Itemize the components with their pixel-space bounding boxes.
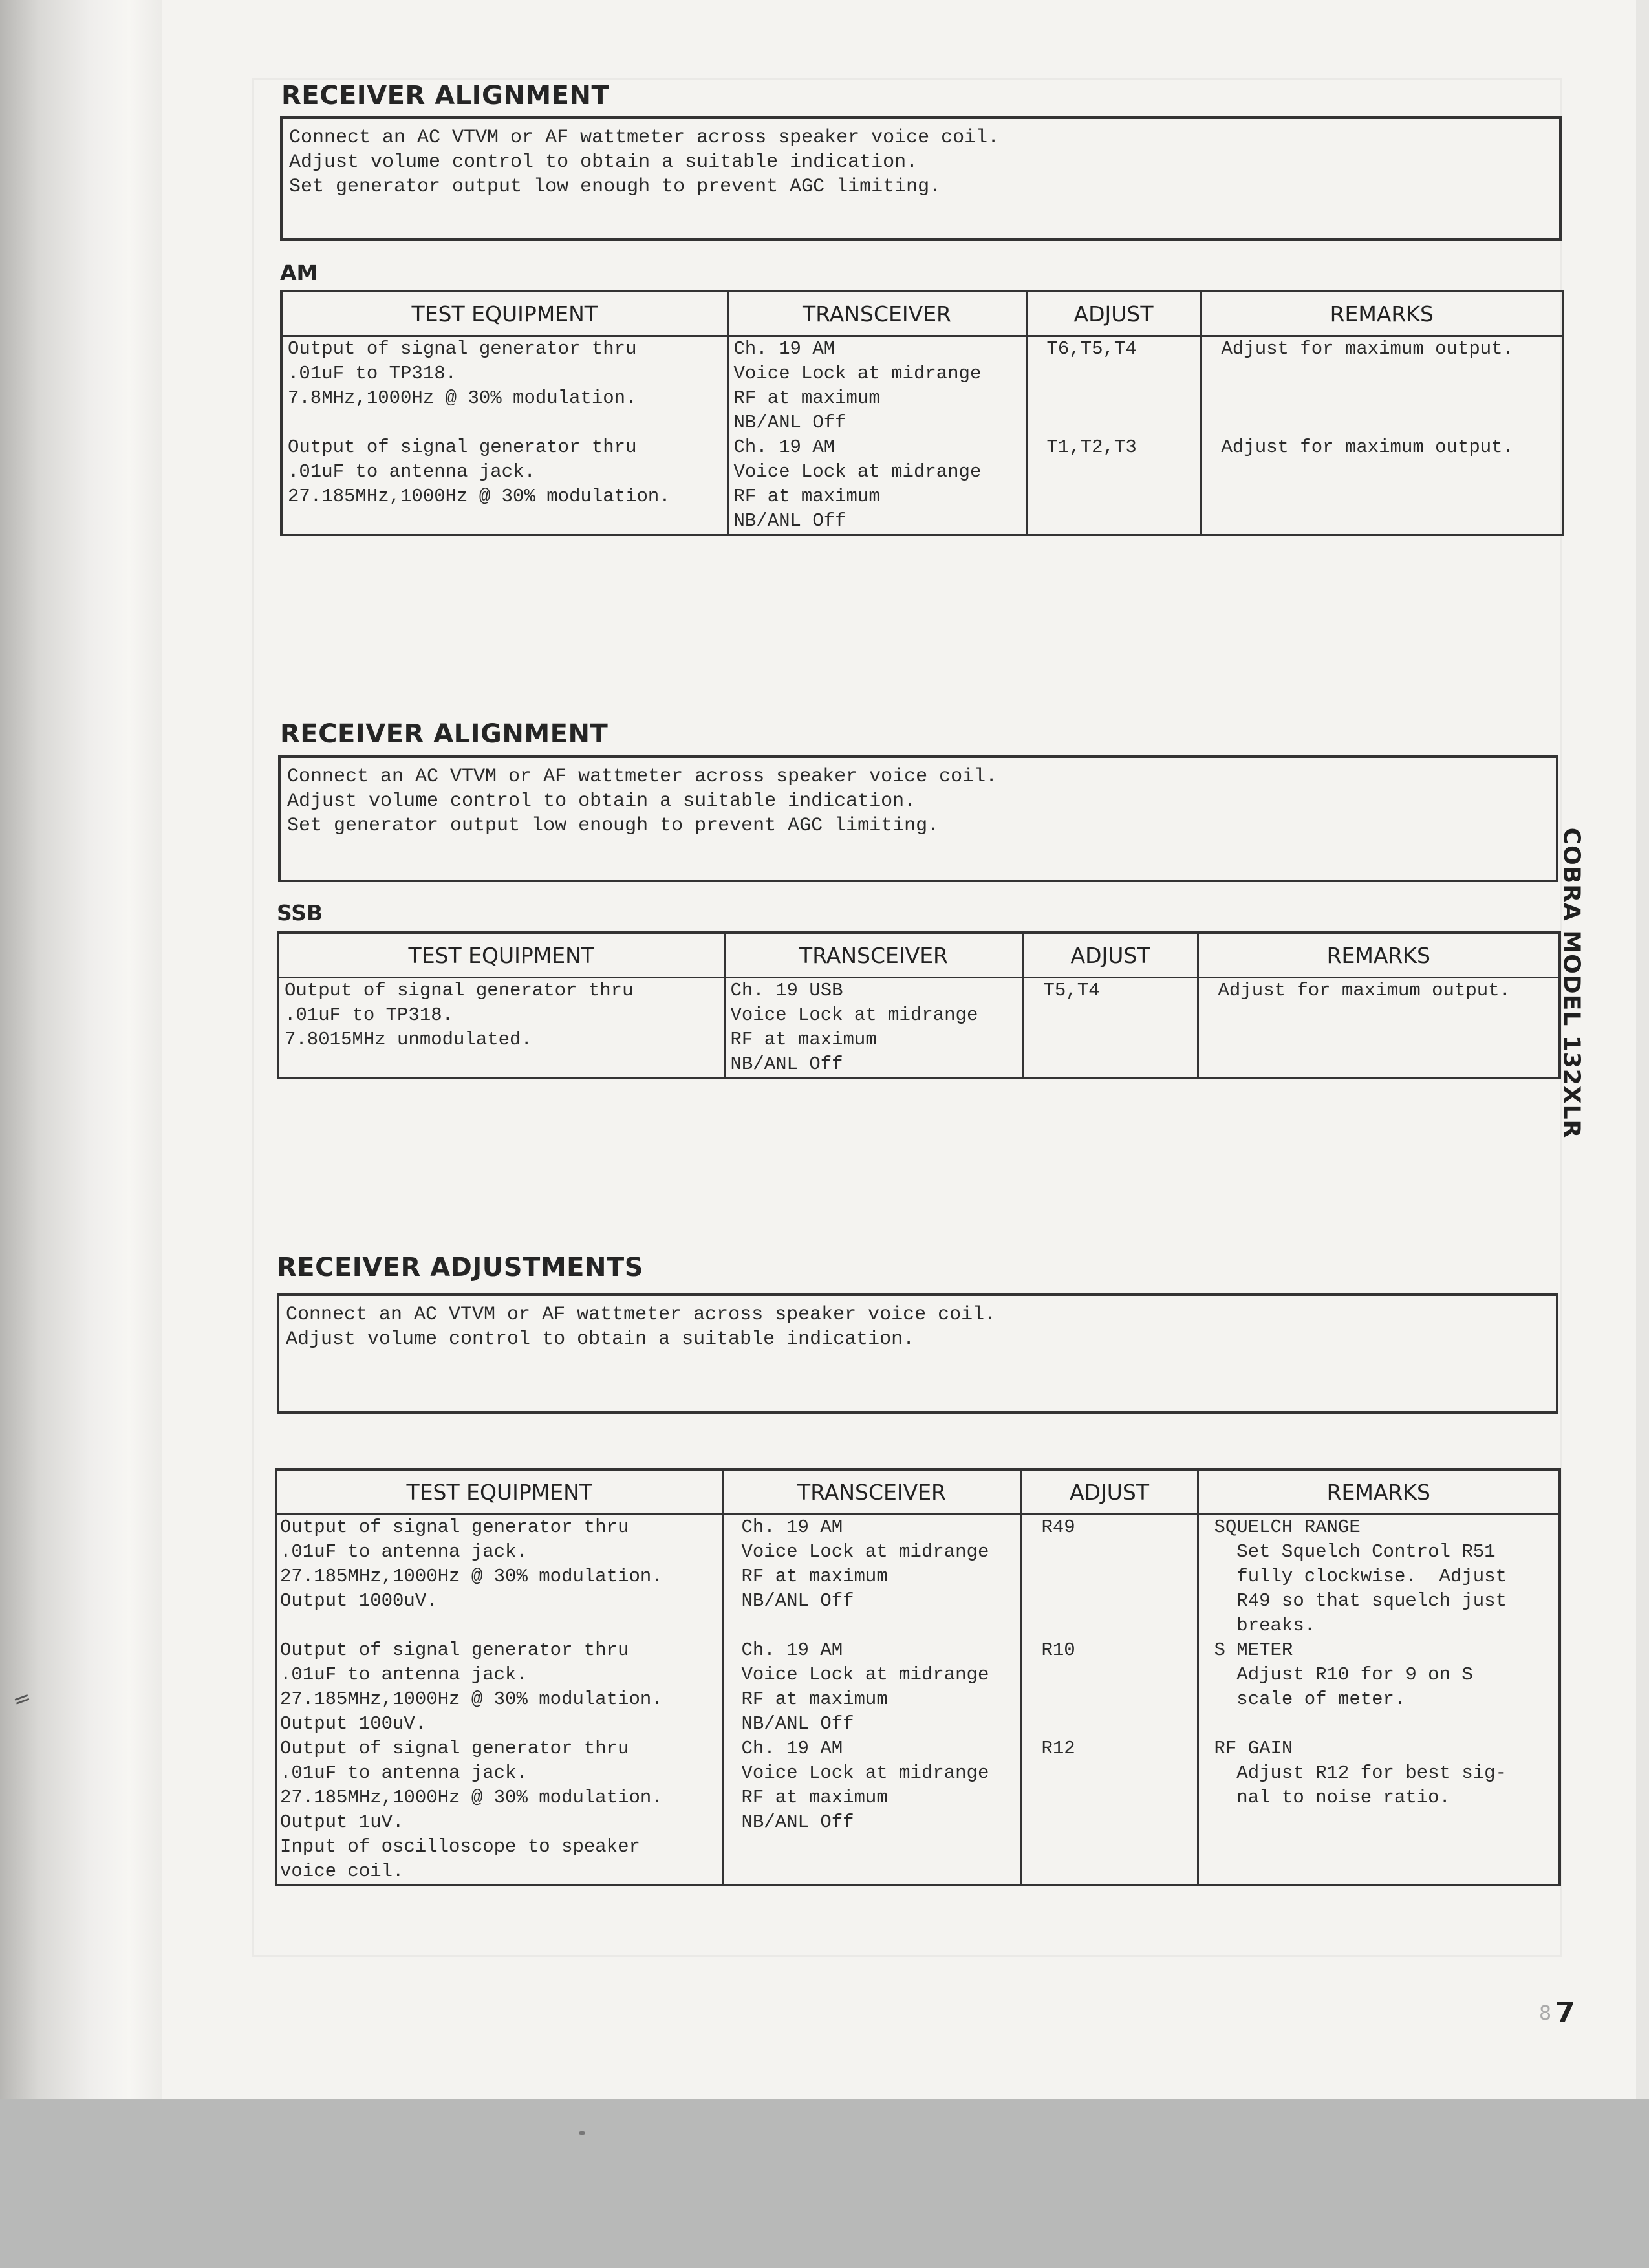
col-header-adjust: ADJUST xyxy=(1026,291,1201,336)
book-spine xyxy=(0,0,162,2268)
note-line: Connect an AC VTVM or AF wattmeter across speaker voice coil. xyxy=(286,1304,997,1326)
col-header-transceiver: TRANSCEIVER xyxy=(722,1469,1021,1515)
table-header-row xyxy=(278,933,1560,978)
cell-adjust: R49 xyxy=(1021,1515,1198,1639)
col-header-remarks: REMARKS xyxy=(1198,1469,1560,1515)
col-header-adjust: ADJUST xyxy=(1023,933,1198,978)
cell-remarks: Adjust for maximum output. xyxy=(1198,978,1560,1079)
cell-transceiver: Ch. 19 AM Voice Lock at midrange RF at maximum NB/ANL Off xyxy=(722,1736,1021,1885)
cell-transceiver: Ch. 19 AM Voice Lock at midrange RF at maximum NB/ANL Off xyxy=(727,336,1026,436)
note-line: Connect an AC VTVM or AF wattmeter across speaker voice coil. xyxy=(289,127,1000,149)
cell-adjust: T6,T5,T4 xyxy=(1026,336,1201,436)
section-heading-adjustments: RECEIVER ADJUSTMENTS xyxy=(277,1253,644,1282)
table-row xyxy=(276,1736,1560,1885)
cell-test-equipment: Output of signal generator thru .01uF to antenna jack. 27.185MHz,1000Hz @ 30% modulation. Output 100uV. xyxy=(276,1638,722,1736)
table-am xyxy=(280,290,1564,536)
subheading-ssb: SSB xyxy=(277,900,323,925)
cell-transceiver: Ch. 19 AM Voice Lock at midrange RF at maximum NB/ANL Off xyxy=(722,1638,1021,1736)
cell-test-equipment: Output of signal generator thru .01uF to TP318. 7.8015MHz unmodulated. xyxy=(278,978,724,1079)
scan-background xyxy=(0,2099,1649,2268)
table-header-row xyxy=(276,1469,1560,1515)
col-header-test-equipment: TEST EQUIPMENT xyxy=(276,1469,722,1515)
page-number: 7 xyxy=(1555,1996,1575,2029)
note-line: Connect an AC VTVM or AF wattmeter across speaker voice coil. xyxy=(287,766,998,788)
cell-transceiver: Ch. 19 USB Voice Lock at midrange RF at maximum NB/ANL Off xyxy=(724,978,1023,1079)
cell-adjust: R12 xyxy=(1021,1736,1198,1885)
subheading-am: AM xyxy=(280,260,318,285)
cell-remarks: S METER Adjust R10 for 9 on S scale of meter. xyxy=(1198,1638,1560,1736)
cell-test-equipment: Output of signal generator thru .01uF to antenna jack. 27.185MHz,1000Hz @ 30% modulation. Output 1000uV. xyxy=(276,1515,722,1639)
table-header-row xyxy=(281,291,1563,336)
note-line: Set generator output low enough to prevent AGC limiting. xyxy=(289,176,942,198)
table-row xyxy=(276,1638,1560,1736)
col-header-remarks: REMARKS xyxy=(1198,933,1560,978)
table-adjustments xyxy=(275,1468,1561,1886)
table-ssb xyxy=(277,931,1561,1079)
table-row xyxy=(281,435,1563,535)
col-header-remarks: REMARKS xyxy=(1201,291,1563,336)
cell-adjust: T5,T4 xyxy=(1023,978,1198,1079)
side-model-title: COBRA MODEL 132XLR xyxy=(1558,827,1585,1139)
cell-adjust: T1,T2,T3 xyxy=(1026,435,1201,535)
cell-remarks: RF GAIN Adjust R12 for best sig- nal to noise ratio. xyxy=(1198,1736,1560,1885)
note-box-ssb xyxy=(278,755,1558,882)
col-header-test-equipment: TEST EQUIPMENT xyxy=(281,291,727,336)
speck-mark xyxy=(579,2131,585,2135)
col-header-adjust: ADJUST xyxy=(1021,1469,1198,1515)
note-line: Adjust volume control to obtain a suitable indication. xyxy=(289,151,918,173)
col-header-transceiver: TRANSCEIVER xyxy=(724,933,1023,978)
margin-mark: ‗ xyxy=(6,1672,30,1705)
table-row xyxy=(276,1515,1560,1639)
table-row xyxy=(281,336,1563,436)
note-line: Adjust volume control to obtain a suitable indication. xyxy=(287,790,916,812)
cell-remarks: Adjust for maximum output. xyxy=(1201,435,1563,535)
cell-remarks: SQUELCH RANGE Set Squelch Control R51 fully clockwise. Adjust R49 so that squelch just breaks. xyxy=(1198,1515,1560,1639)
note-box-am xyxy=(280,116,1562,241)
section-heading-am: RECEIVER ALIGNMENT xyxy=(281,81,610,111)
table-row xyxy=(278,978,1560,1079)
page-number-prefix: 8 xyxy=(1539,2002,1552,2025)
note-box-adjustments xyxy=(277,1293,1558,1414)
cell-adjust: R10 xyxy=(1021,1638,1198,1736)
note-line: Set generator output low enough to prevent AGC limiting. xyxy=(287,815,940,837)
note-line: Adjust volume control to obtain a suitable indication. xyxy=(286,1328,915,1350)
cell-transceiver: Ch. 19 AM Voice Lock at midrange RF at maximum NB/ANL Off xyxy=(727,435,1026,535)
cell-test-equipment: Output of signal generator thru .01uF to TP318. 7.8MHz,1000Hz @ 30% modulation. xyxy=(281,336,727,436)
section-heading-ssb: RECEIVER ALIGNMENT xyxy=(280,719,609,749)
cell-remarks: Adjust for maximum output. xyxy=(1201,336,1563,436)
cell-test-equipment: Output of signal generator thru .01uF to antenna jack. 27.185MHz,1000Hz @ 30% modulation. xyxy=(281,435,727,535)
col-header-transceiver: TRANSCEIVER xyxy=(727,291,1026,336)
cell-transceiver: Ch. 19 AM Voice Lock at midrange RF at maximum NB/ANL Off xyxy=(722,1515,1021,1639)
col-header-test-equipment: TEST EQUIPMENT xyxy=(278,933,724,978)
cell-test-equipment: Output of signal generator thru .01uF to antenna jack. 27.185MHz,1000Hz @ 30% modulation. Output 1uV. Input of oscilloscope to speaker voice coil. xyxy=(276,1736,722,1885)
